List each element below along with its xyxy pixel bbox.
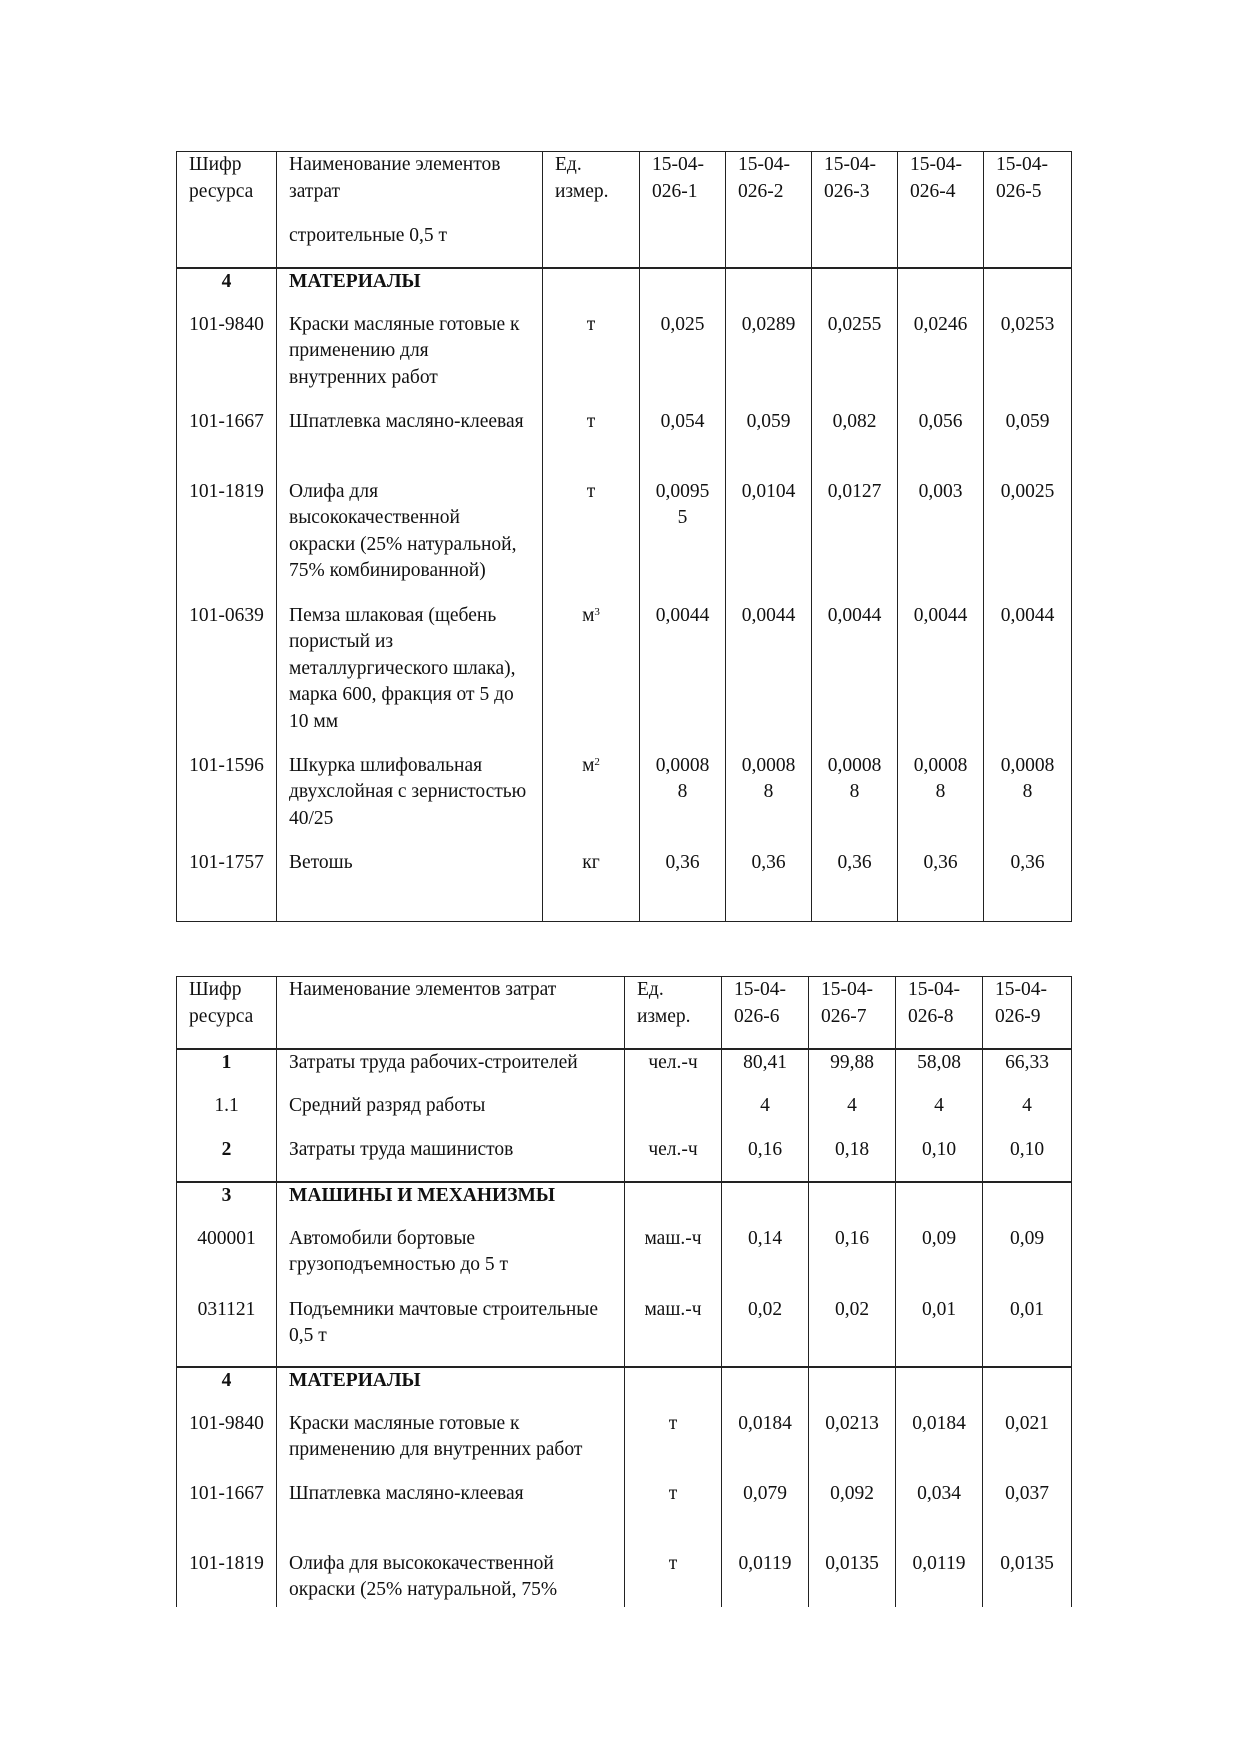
- row-unit: т: [625, 1551, 722, 1607]
- row-value: 0,056: [898, 409, 984, 479]
- row-value: 0,36: [726, 850, 812, 922]
- row-unit: маш.-ч: [625, 1226, 722, 1297]
- row-value: 0,16: [722, 1137, 809, 1182]
- row-value: 0,02: [809, 1297, 896, 1367]
- row-unit: [543, 312, 640, 409]
- table-row: [177, 1226, 1072, 1297]
- table-row: [177, 1297, 1072, 1367]
- row-code: 101-1596: [177, 753, 277, 850]
- row-code: 2: [177, 1137, 277, 1182]
- row-value: 0,0184: [722, 1411, 809, 1481]
- row-name: Шпатлевка масляно-клеевая: [277, 409, 543, 479]
- row-value: 0,003: [898, 479, 984, 603]
- row-value: 0,092: [809, 1481, 896, 1551]
- row-code: 101-9840: [177, 1411, 277, 1481]
- row-name: Затраты труда машинистов: [277, 1137, 625, 1182]
- row-value: 0,0127: [812, 479, 898, 603]
- row-value: 0,00088: [640, 753, 726, 850]
- row-value: 0,0255: [812, 312, 898, 409]
- row-value: 0,021: [983, 1411, 1072, 1481]
- row-value: 0,0119: [722, 1551, 809, 1607]
- header-col: 15-04-026-8: [896, 977, 983, 1049]
- table-row: [177, 850, 1072, 922]
- row-value: 0,14: [722, 1226, 809, 1297]
- row-value: 0,034: [896, 1481, 983, 1551]
- row-value: 4: [809, 1093, 896, 1137]
- row-value: 58,08: [896, 1049, 983, 1093]
- header-name-continuation: строительные 0,5 т: [289, 225, 447, 246]
- unit-label: кг: [582, 851, 600, 873]
- header-col: 15-04-026-5: [984, 152, 1072, 268]
- row-code: 101-1667: [177, 1481, 277, 1551]
- row-value: 0,0025: [984, 479, 1072, 603]
- row-value: 0,00088: [726, 753, 812, 850]
- section-name: МАТЕРИАЛЫ: [277, 268, 543, 312]
- row-value: 0,36: [812, 850, 898, 922]
- row-code: 101-1757: [177, 850, 277, 922]
- header-unit: Ед. измер.: [543, 152, 640, 268]
- unit-label: т: [586, 480, 596, 502]
- row-value: 0,09: [983, 1226, 1072, 1297]
- row-name: Шкурка шлифовальная двухслойная с зернистостью 40/25: [277, 753, 543, 850]
- row-value: 0,36: [640, 850, 726, 922]
- row-value: 0,00088: [984, 753, 1072, 850]
- section-name: МАТЕРИАЛЫ: [277, 1367, 625, 1411]
- section-row-materials: [177, 1367, 1072, 1411]
- row-unit: т: [625, 1481, 722, 1551]
- row-value: 66,33: [983, 1049, 1072, 1093]
- row-value: 0,059: [726, 409, 812, 479]
- row-unit: [543, 479, 640, 603]
- table-row: [177, 409, 1072, 479]
- section-code: 3: [177, 1182, 277, 1226]
- row-value: 0,0289: [726, 312, 812, 409]
- header-col: 15-04-026-7: [809, 977, 896, 1049]
- table-header-row: [177, 977, 1072, 1049]
- header-name: [277, 152, 543, 268]
- row-unit: [625, 1093, 722, 1137]
- row-value: 0,054: [640, 409, 726, 479]
- row-unit: [543, 603, 640, 753]
- row-code: 101-1819: [177, 479, 277, 603]
- row-value: 0,0044: [898, 603, 984, 753]
- unit-label: м: [582, 604, 595, 626]
- row-value: 0,0119: [896, 1551, 983, 1607]
- section-code: 4: [177, 268, 277, 312]
- row-value: 4: [722, 1093, 809, 1137]
- row-code: 1: [177, 1049, 277, 1093]
- row-name: Пемза шлаковая (щебень пористый из металлургического шлака), марка 600, фракция от 5 до 10 мм: [277, 603, 543, 753]
- row-value: 80,41: [722, 1049, 809, 1093]
- row-code: 101-9840: [177, 312, 277, 409]
- header-code: Шифр ресурса: [177, 152, 277, 268]
- header-name-label: Наименование элементов затрат: [289, 154, 501, 202]
- row-value: 0,0044: [984, 603, 1072, 753]
- unit-sup: 3: [594, 605, 600, 618]
- row-name: Подъемники мачтовые строительные 0,5 т: [277, 1297, 625, 1367]
- row-value: 0,09: [896, 1226, 983, 1297]
- header-col: 15-04-026-3: [812, 152, 898, 268]
- row-value: 0,18: [809, 1137, 896, 1182]
- row-value: 0,0044: [726, 603, 812, 753]
- row-unit: т: [625, 1411, 722, 1481]
- section-name: МАШИНЫ И МЕХАНИЗМЫ: [277, 1182, 625, 1226]
- row-value: 0,00088: [812, 753, 898, 850]
- row-value: 0,025: [640, 312, 726, 409]
- row-value: 0,0135: [983, 1551, 1072, 1607]
- row-code: 101-1667: [177, 409, 277, 479]
- unit-label: т: [586, 410, 596, 432]
- row-value: 0,0044: [640, 603, 726, 753]
- header-col: 15-04-026-2: [726, 152, 812, 268]
- table-row: [177, 603, 1072, 753]
- header-unit: Ед. измер.: [625, 977, 722, 1049]
- header-code: Шифр ресурса: [177, 977, 277, 1049]
- table-row: [177, 479, 1072, 603]
- row-unit: чел.-ч: [625, 1049, 722, 1093]
- table-row: [177, 753, 1072, 850]
- row-value: 99,88: [809, 1049, 896, 1093]
- table-row: [177, 1049, 1072, 1093]
- section-code: 4: [177, 1367, 277, 1411]
- row-name: Автомобили бортовые грузоподъемностью до 5 т: [277, 1226, 625, 1297]
- row-value: 0,00088: [898, 753, 984, 850]
- unit-label: т: [586, 313, 596, 335]
- table-row: [177, 1137, 1072, 1182]
- row-code: 031121: [177, 1297, 277, 1367]
- section-row-machines: [177, 1182, 1072, 1226]
- row-value: 0,059: [984, 409, 1072, 479]
- row-value: 0,10: [896, 1137, 983, 1182]
- row-value: 0,0253: [984, 312, 1072, 409]
- table-row: [177, 1093, 1072, 1137]
- table-row: [177, 1411, 1072, 1481]
- row-unit: маш.-ч: [625, 1297, 722, 1367]
- table-row: [177, 312, 1072, 409]
- row-unit: [543, 753, 640, 850]
- row-name: Ветошь: [277, 850, 543, 922]
- row-name: Шпатлевка масляно-клеевая: [277, 1481, 625, 1551]
- row-code: 101-0639: [177, 603, 277, 753]
- row-name: Затраты труда рабочих-строителей: [277, 1049, 625, 1093]
- row-value: 0,0104: [726, 479, 812, 603]
- row-value: 0,02: [722, 1297, 809, 1367]
- row-value: 4: [896, 1093, 983, 1137]
- row-value: 0,082: [812, 409, 898, 479]
- header-col: 15-04-026-6: [722, 977, 809, 1049]
- header-col: 15-04-026-9: [983, 977, 1072, 1049]
- row-code: 400001: [177, 1226, 277, 1297]
- row-unit: чел.-ч: [625, 1137, 722, 1182]
- row-value: 0,0044: [812, 603, 898, 753]
- row-name: Краски масляные готовые к применению для внутренних работ: [277, 1411, 625, 1481]
- row-value: 0,01: [896, 1297, 983, 1367]
- row-value: 0,36: [898, 850, 984, 922]
- row-value: 4: [983, 1093, 1072, 1137]
- unit-label: м: [582, 754, 595, 776]
- row-value: 0,10: [983, 1137, 1072, 1182]
- row-name: Средний разряд работы: [277, 1093, 625, 1137]
- row-code: 1.1: [177, 1093, 277, 1137]
- header-col: 15-04-026-1: [640, 152, 726, 268]
- row-value: 0,0246: [898, 312, 984, 409]
- row-unit: [543, 850, 640, 922]
- resource-table-2: [176, 976, 1072, 1607]
- table-header-row: [177, 152, 1072, 268]
- section-row-materials: [177, 268, 1072, 312]
- row-name: Краски масляные готовые к применению для внутренних работ: [277, 312, 543, 409]
- table-row: [177, 1551, 1072, 1607]
- header-name: Наименование элементов затрат: [277, 977, 625, 1049]
- row-unit: [543, 409, 640, 479]
- row-value: 0,0135: [809, 1551, 896, 1607]
- row-value: 0,36: [984, 850, 1072, 922]
- header-col: 15-04-026-4: [898, 152, 984, 268]
- table-row: [177, 1481, 1072, 1551]
- row-name: Олифа для высококачественной окраски (25% натуральной, 75% комбинированной): [277, 479, 543, 603]
- row-value: 0,037: [983, 1481, 1072, 1551]
- unit-sup: 2: [594, 755, 600, 768]
- resource-table-1: [176, 151, 1072, 922]
- row-value: 0,079: [722, 1481, 809, 1551]
- row-value: 0,0213: [809, 1411, 896, 1481]
- row-value: 0,01: [983, 1297, 1072, 1367]
- row-value: 0,16: [809, 1226, 896, 1297]
- row-value: 0,0184: [896, 1411, 983, 1481]
- row-value: 0,00955: [640, 479, 726, 603]
- row-name: Олифа для высококачественной окраски (25% натуральной, 75%: [277, 1551, 625, 1607]
- row-code: 101-1819: [177, 1551, 277, 1607]
